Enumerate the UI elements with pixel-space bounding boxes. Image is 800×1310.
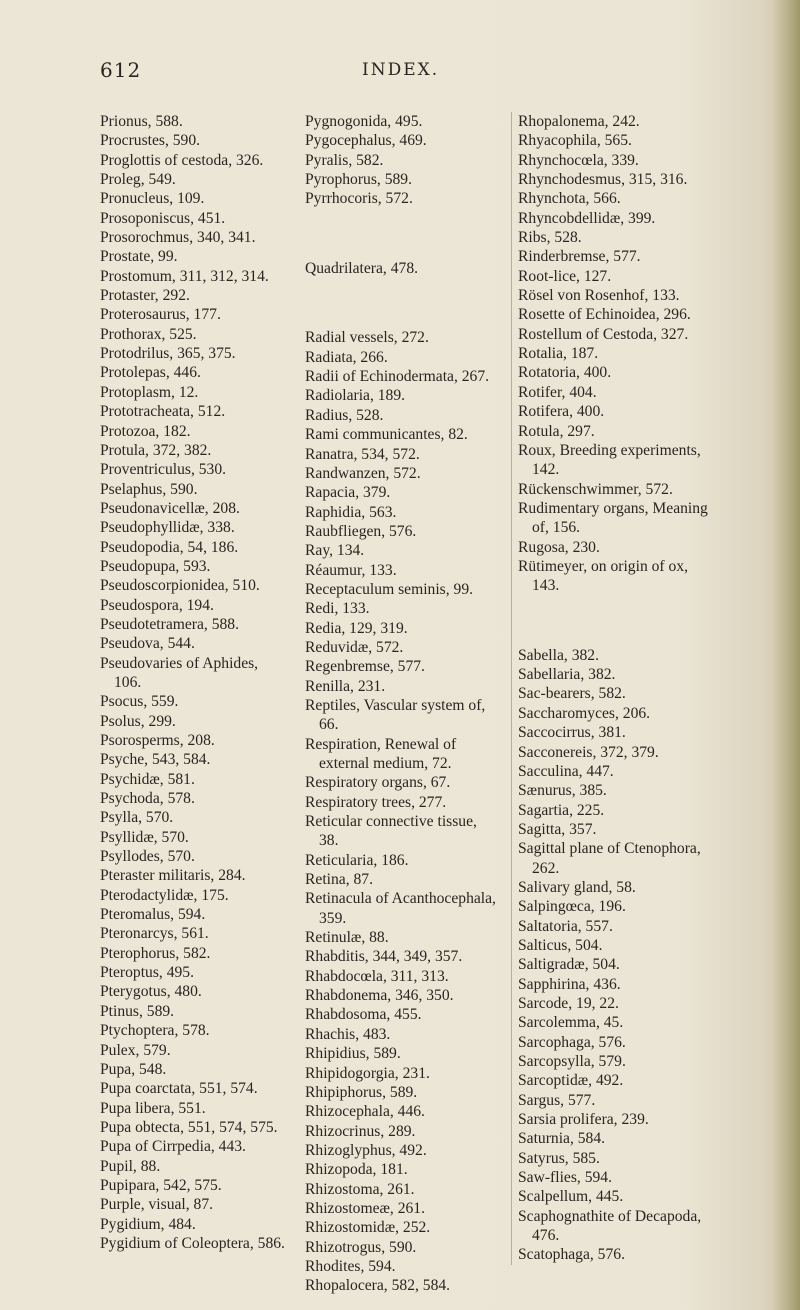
index-entry: Ptychoptera, 578. xyxy=(100,1022,210,1040)
index-column-3 xyxy=(511,112,718,1265)
index-entry: Radiata, 266. xyxy=(305,348,388,366)
index-entry: Pseudovaries of Aphides, 106. xyxy=(100,654,259,691)
index-entry: Réaumur, 133. xyxy=(305,561,397,579)
index-entry: Sarsia prolifera, 239. xyxy=(518,1111,649,1129)
index-entry: Regenbremse, 577. xyxy=(305,658,425,676)
index-entry: Saccocirrus, 381. xyxy=(518,724,626,742)
index-entry: Rhizotrogus, 590. xyxy=(305,1238,417,1256)
index-entry: Prothorax, 525. xyxy=(100,325,197,343)
index-entry: Rotifera, 400. xyxy=(518,403,605,421)
index-entry: Pygidium of Coleoptera, 586. xyxy=(100,1234,285,1252)
index-entry: Rhizostomidæ, 252. xyxy=(305,1219,431,1237)
index-entry: Pteromalus, 594. xyxy=(100,906,206,924)
index-entry: Pyrophorus, 589. xyxy=(305,171,412,189)
index-entry: Sarcopsylla, 579. xyxy=(518,1053,626,1070)
index-entry: Reticular connective tissue, 38. xyxy=(305,813,477,850)
index-entry: Protoplasm, 12. xyxy=(100,383,199,401)
index-entry: Proventriculus, 530. xyxy=(100,461,227,479)
index-entry: Rhyncobdellidæ, 399. xyxy=(518,209,656,227)
index-entry: Pupipara, 542, 575. xyxy=(100,1176,222,1194)
index-entry: Pseudopupa, 593. xyxy=(100,557,211,575)
index-entry: Pyralis, 582. xyxy=(305,151,384,169)
index-entry: Prosoponiscus, 451. xyxy=(100,209,226,227)
index-entry: Pteraster militaris, 284. xyxy=(100,867,246,885)
index-entry: Procrustes, 590. xyxy=(100,132,201,150)
index-entry: Reduvidæ, 572. xyxy=(305,638,404,656)
index-entry: Pselaphus, 590. xyxy=(100,480,198,498)
index-entry: Pygnogonida, 495. xyxy=(305,113,423,130)
index-entry: Purple, visual, 87. xyxy=(100,1196,214,1214)
index-entry: Respiration, Renewal of external medium, 72. xyxy=(305,735,457,772)
index-entry: Rosette of Echinoidea, 296. xyxy=(518,306,691,324)
index-entry: Rhizocephala, 446. xyxy=(305,1103,425,1121)
page-number: 612 xyxy=(100,58,142,82)
index-entry: Salticus, 504. xyxy=(518,936,603,954)
index-entry: Rhipiphorus, 589. xyxy=(305,1083,418,1101)
index-entry: Prionus, 588. xyxy=(100,113,183,130)
index-entry: Protula, 372, 382. xyxy=(100,441,212,459)
index-entry: Rhipidius, 589. xyxy=(305,1045,401,1063)
index-entry: Rhabdonema, 346, 350. xyxy=(305,987,454,1005)
index-entry: Psyllodes, 570. xyxy=(100,848,195,866)
index-entry: Rhodites, 594. xyxy=(305,1257,396,1275)
index-entry: Salpingœca, 196. xyxy=(518,898,626,916)
index-entry: Rostellum of Cestoda, 327. xyxy=(518,325,689,343)
index-entry: Prostomum, 311, 312, 314. xyxy=(100,267,269,285)
index-entry: Saturnia, 584. xyxy=(518,1130,606,1148)
index-entry: Prostate, 99. xyxy=(100,248,178,266)
index-entry: Ptinus, 589. xyxy=(100,1002,175,1020)
index-entry: Sænurus, 385. xyxy=(518,782,607,800)
page-edge-shadow xyxy=(772,0,800,1310)
index-entry: Sagartia, 225. xyxy=(518,801,605,819)
index-entry: Ranatra, 534, 572. xyxy=(305,445,420,463)
index-entry: Reptiles, Vascular system of, 66. xyxy=(305,696,486,734)
index-entry: Psorosperms, 208. xyxy=(100,732,215,749)
index-entry: Redia, 129, 319. xyxy=(305,619,408,637)
index-entry: Sarcolemma, 45. xyxy=(518,1014,624,1032)
index-entry: Pseudopodia, 54, 186. xyxy=(100,538,239,556)
index-entry: Pseudonavicellæ, 208. xyxy=(100,499,240,517)
index-entry: Pteroptus, 495. xyxy=(100,964,194,982)
index-entry: Radii of Echinodermata, 267. xyxy=(305,368,490,386)
letter-section-gap xyxy=(305,294,500,313)
index-entry: Rhizoglyphus, 492. xyxy=(305,1141,427,1159)
index-entry: Scaphognathite of Decapoda, 476. xyxy=(518,1207,702,1245)
page-header xyxy=(0,58,800,88)
index-entry: Raphidia, 563. xyxy=(305,503,397,521)
index-entry: Pyrrhocoris, 572. xyxy=(305,190,413,208)
index-entry: Psychidæ, 581. xyxy=(100,770,195,788)
index-entry: Rapacia, 379. xyxy=(305,484,391,502)
index-entry: Rösel von Rosenhof, 133. xyxy=(518,287,680,305)
index-entry: Pronucleus, 109. xyxy=(100,190,205,208)
index-entry: Rhynchocœla, 339. xyxy=(518,151,639,169)
index-entry: Radial vessels, 272. xyxy=(305,329,429,347)
index-entry: Protozoa, 182. xyxy=(100,422,191,440)
index-entry: Prototracheata, 512. xyxy=(100,403,226,421)
index-entry: Psychoda, 578. xyxy=(100,790,195,808)
index-entry: Psocus, 559. xyxy=(100,693,179,711)
index-entry: Saltigradæ, 504. xyxy=(518,956,620,974)
index-entry: Sagitta, 357. xyxy=(518,820,597,838)
index-entry: Rhopalocera, 582, 584. xyxy=(305,1277,451,1295)
index-entry: Psolus, 299. xyxy=(100,712,176,730)
index-entry: Pulex, 579. xyxy=(100,1041,171,1059)
index-entry: Receptaculum seminis, 99. xyxy=(305,580,474,598)
index-entry: Rhabdocœla, 311, 313. xyxy=(305,967,449,985)
index-entry: Satyrus, 585. xyxy=(518,1149,600,1167)
index-entry: Pseudophyllidæ, 338. xyxy=(100,519,235,537)
index-entry: Respiratory organs, 67. xyxy=(305,774,451,792)
index-entry: Rhopalonema, 242. xyxy=(518,113,640,130)
index-entry: Sagittal plane of Ctenophora, 262. xyxy=(518,840,701,877)
letter-section-gap xyxy=(305,224,500,243)
index-entry: Pygidium, 484. xyxy=(100,1215,196,1233)
index-entry: Sarcoptidæ, 492. xyxy=(518,1072,624,1090)
index-entry: Root-lice, 127. xyxy=(518,267,612,285)
index-entry: Proleg, 549. xyxy=(100,171,176,189)
index-entry: Rhyacophila, 565. xyxy=(518,132,632,150)
index-entry: Rudimentary organs, Meaning of, 156. xyxy=(518,499,708,537)
index-entry: Rotula, 297. xyxy=(518,422,595,440)
index-entry: Ray, 134. xyxy=(305,542,365,560)
index-entry: Rhipidogorgia, 231. xyxy=(305,1064,430,1082)
index-entry: Rhabditis, 344, 349, 357. xyxy=(305,948,463,966)
index-entry: Redi, 133. xyxy=(305,600,370,618)
index-entry: Rugosa, 230. xyxy=(518,538,600,556)
index-entry: Pupa coarctata, 551, 574. xyxy=(100,1080,258,1098)
index-entry: Sac-bearers, 582. xyxy=(518,685,626,703)
index-entry: Sabellaria, 382. xyxy=(518,666,616,684)
index-entry: Proglottis of cestoda, 326. xyxy=(100,151,264,169)
index-entry: Sacculina, 447. xyxy=(518,762,614,780)
index-entry: Protaster, 292. xyxy=(100,287,190,305)
index-entry: Ribs, 528. xyxy=(518,229,582,247)
index-entry: Rhynchodesmus, 315, 316. xyxy=(518,171,688,189)
index-entry: Pseudospora, 194. xyxy=(100,596,214,614)
index-entry: Rütimeyer, on origin of ox, 143. xyxy=(518,557,689,595)
index-entry: Rhizopoda, 181. xyxy=(305,1161,408,1179)
index-entry: Prosorochmus, 340, 341. xyxy=(100,229,256,247)
index-entry: Saccharomyces, 206. xyxy=(518,704,651,722)
index-entry: Retina, 87. xyxy=(305,871,373,889)
index-entry: Retinacula of Acanthocephala, 359. xyxy=(305,890,496,927)
running-head: INDEX. xyxy=(362,60,440,80)
index-entry: Protodrilus, 365, 375. xyxy=(100,345,236,363)
index-entry: Pygocephalus, 469. xyxy=(305,132,427,150)
index-entry: Radiolaria, 189. xyxy=(305,387,406,405)
index-entry: Pterygotus, 480. xyxy=(100,983,202,1001)
index-entry: Pupa, 548. xyxy=(100,1060,167,1078)
index-entry: Randwanzen, 572. xyxy=(305,464,421,482)
index-entry: Psylla, 570. xyxy=(100,809,174,827)
index-entry: Scatophaga, 576. xyxy=(518,1246,625,1264)
index-entry: Protolepas, 446. xyxy=(100,364,201,382)
index-entry: Pterophorus, 582. xyxy=(100,944,211,962)
index-entry: Pupil, 88. xyxy=(100,1157,161,1175)
index-entry: Rhachis, 483. xyxy=(305,1025,391,1043)
letter-section-gap xyxy=(518,611,718,630)
index-entry: Proterosaurus, 177. xyxy=(100,306,221,324)
index-entry: Sarcophaga, 576. xyxy=(518,1033,626,1051)
index-entry: Sacconereis, 372, 379. xyxy=(518,743,659,761)
index-entry: Sargus, 577. xyxy=(518,1091,596,1109)
index-entry: Roux, Breeding experiments, 142. xyxy=(518,441,701,479)
index-entry: Rhynchota, 566. xyxy=(518,190,621,208)
index-entry: Raubfliegen, 576. xyxy=(305,522,417,540)
index-column-2 xyxy=(305,112,500,1296)
index-entry: Sapphirina, 436. xyxy=(518,975,621,993)
index-entry: Rhizocrinus, 289. xyxy=(305,1122,416,1140)
index-entry: Rinderbremse, 577. xyxy=(518,248,641,266)
index-entry: Rotatoria, 400. xyxy=(518,364,612,382)
index-entry: Scalpellum, 445. xyxy=(518,1188,624,1206)
index-entry: Sabella, 382. xyxy=(518,646,599,664)
index-entry: Rhizostomeæ, 261. xyxy=(305,1199,425,1217)
index-entry: Respiratory trees, 277. xyxy=(305,793,447,811)
index-entry: Pseudotetramera, 588. xyxy=(100,615,240,633)
index-entry: Rotalia, 187. xyxy=(518,345,599,363)
index-entry: Saw-flies, 594. xyxy=(518,1169,612,1187)
index-entry: Rotifer, 404. xyxy=(518,383,597,401)
index-entry: Pseudova, 544. xyxy=(100,635,195,653)
index-entry: Reticularia, 186. xyxy=(305,851,409,869)
index-entry: Pupa libera, 551. xyxy=(100,1099,206,1117)
index-entry: Psyllidæ, 570. xyxy=(100,828,189,846)
index-entry: Psyche, 543, 584. xyxy=(100,751,211,769)
index-entry: Rückenschwimmer, 572. xyxy=(518,480,673,498)
index-entry: Pteronarcys, 561. xyxy=(100,925,209,943)
index-entry: Quadrilatera, 478. xyxy=(305,259,419,277)
index-entry: Rhizostoma, 261. xyxy=(305,1180,415,1198)
index-entry: Sarcode, 19, 22. xyxy=(518,994,619,1012)
index-entry: Renilla, 231. xyxy=(305,677,386,695)
index-entry: Pseudoscorpionidea, 510. xyxy=(100,577,260,595)
index-column-1 xyxy=(100,112,288,1253)
index-entry: Rami communicantes, 82. xyxy=(305,426,468,444)
index-entry: Pupa of Cirrpedia, 443. xyxy=(100,1138,246,1156)
index-entry: Salivary gland, 58. xyxy=(518,878,636,896)
index-entry: Rhabdosoma, 455. xyxy=(305,1006,422,1024)
index-entry: Saltatoria, 557. xyxy=(518,917,613,935)
index-entry: Pupa obtecta, 551, 574, 575. xyxy=(100,1118,278,1136)
index-entry: Pterodactylidæ, 175. xyxy=(100,886,229,904)
index-entry: Retinulæ, 88. xyxy=(305,929,389,947)
index-entry: Radius, 528. xyxy=(305,406,384,424)
